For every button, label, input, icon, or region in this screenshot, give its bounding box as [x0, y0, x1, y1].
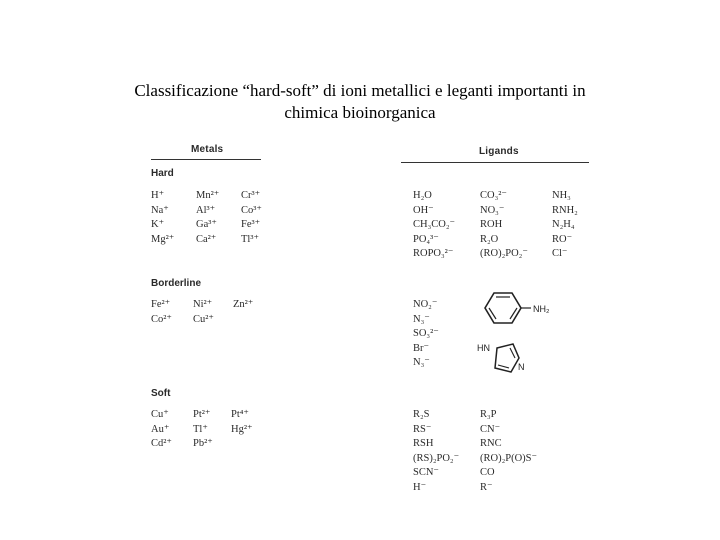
ligand: PO₄³⁻: [413, 233, 439, 245]
borderline-metals-col-3: [233, 298, 253, 313]
aniline-structure: [475, 288, 565, 328]
section-label-borderline: Borderline: [151, 278, 202, 289]
metal-ion: Cd²⁺: [151, 438, 172, 449]
hard-soft-table-image: [145, 138, 595, 500]
hard-metals-col-2: [196, 189, 219, 247]
borderline-ligands-col-1: [413, 298, 439, 371]
ligand: RNH₂: [552, 204, 578, 216]
metal-ion: Ca²⁺: [196, 233, 217, 245]
title-line-1: Classificazione “hard-soft” di ioni metallici e leganti importanti in: [134, 81, 586, 100]
metal-ion: Pt²⁺: [193, 409, 211, 420]
imidazole-double-bond: [510, 348, 515, 358]
ligand: SO₃²⁻: [413, 328, 439, 339]
metal-ion: Fe²⁺: [151, 299, 171, 310]
aniline-nh2-label: NH₂: [533, 304, 550, 314]
ligand: NO₂⁻: [413, 299, 438, 310]
ligand: R₃P: [480, 409, 497, 420]
metals-header: Metals: [191, 144, 224, 155]
metal-ion: Cu⁺: [151, 409, 169, 420]
borderline-metals-col-2: [193, 298, 214, 327]
metal-ion: H⁺: [151, 190, 165, 201]
ligand: Br⁻: [413, 342, 430, 354]
ligand: NH₃: [552, 190, 571, 201]
hard-ligands-col-1: [413, 189, 455, 262]
metal-ion: Zn²⁺: [233, 299, 254, 310]
ligand: Cl⁻: [552, 248, 568, 259]
hard-metals-col-1: [151, 189, 174, 247]
metal-ion: Ni²⁺: [193, 299, 213, 310]
imidazole-n-label: N: [518, 362, 525, 372]
ligand: RS⁻: [413, 423, 432, 435]
soft-metals-col-1: [151, 408, 172, 452]
metal-ion: K⁺: [151, 219, 165, 230]
metal-ion: Mn²⁺: [196, 190, 220, 201]
ligand: CO: [480, 467, 495, 478]
ligand: CN⁻: [480, 423, 501, 435]
ligand: R₂S: [413, 409, 430, 420]
ligand: H⁻: [413, 481, 427, 493]
soft-ligands-col-2: [480, 408, 537, 495]
ligand: CH₃CO₂⁻: [413, 219, 456, 230]
hard-ligands-col-3: [552, 189, 578, 262]
hard-ligands-col-2: [480, 189, 528, 262]
soft-ligands-col-1: [413, 408, 459, 495]
metal-ion: Tl³⁺: [241, 233, 260, 245]
metal-ion: Cr³⁺: [241, 190, 261, 201]
metal-ion: Hg²⁺: [231, 423, 253, 435]
soft-metals-col-2: [193, 408, 213, 452]
ligand: RO⁻: [552, 233, 573, 245]
metal-ion: Ga³⁺: [196, 219, 217, 230]
ligand: N₂H₄: [552, 219, 575, 230]
ligand: (RO)₂P(O)S⁻: [480, 452, 538, 464]
header-rule-metals: [151, 159, 261, 160]
ligand: N₃⁻: [413, 313, 430, 325]
metal-ion: Co³⁺: [241, 204, 262, 216]
metal-ion: Cu²⁺: [193, 313, 214, 325]
ligand: SCN⁻: [413, 467, 439, 478]
ligand: NO₃⁻: [480, 204, 505, 216]
metal-ion: Pt⁴⁺: [231, 409, 249, 420]
ligand: OH⁻: [413, 204, 434, 216]
imidazole-hn-label: HN: [477, 343, 490, 353]
ligand: R₂O: [480, 233, 499, 245]
metal-ion: Au⁺: [151, 423, 170, 435]
metal-ion: Pb²⁺: [193, 438, 213, 449]
ligand: ROH: [480, 219, 503, 230]
imidazole-structure: [475, 338, 535, 378]
metal-ion: Tl⁺: [193, 423, 208, 435]
ligand: R⁻: [480, 481, 493, 493]
ligand: (RO)₂PO₂⁻: [480, 248, 528, 259]
ligand: RSH: [413, 438, 434, 449]
soft-metals-col-3: [231, 408, 253, 437]
header-rule-ligands: [401, 162, 589, 163]
ligand: N₃⁻: [413, 357, 430, 368]
section-label-soft: Soft: [151, 388, 171, 399]
ligands-header: Ligands: [479, 146, 519, 157]
ligand: ROPO₃²⁻: [413, 248, 454, 259]
title-line-2: chimica bioinorganica: [284, 103, 436, 122]
section-label-hard: Hard: [151, 168, 174, 179]
slide-title: [60, 80, 660, 124]
ligand: CO₃²⁻: [480, 190, 507, 201]
hard-metals-col-3: [241, 189, 262, 247]
metal-ion: Mg²⁺: [151, 233, 175, 245]
metal-ion: Fe³⁺: [241, 219, 261, 230]
metal-ion: Co²⁺: [151, 313, 172, 325]
metal-ion: Al³⁺: [196, 204, 216, 216]
ligand: (RS)₂PO₂⁻: [413, 452, 460, 464]
borderline-metals-col-1: [151, 298, 172, 327]
metal-ion: Na⁺: [151, 204, 169, 216]
imidazole-double-bond: [498, 365, 509, 368]
ligand: RNC: [480, 438, 502, 449]
ligand: H₂O: [413, 190, 432, 201]
